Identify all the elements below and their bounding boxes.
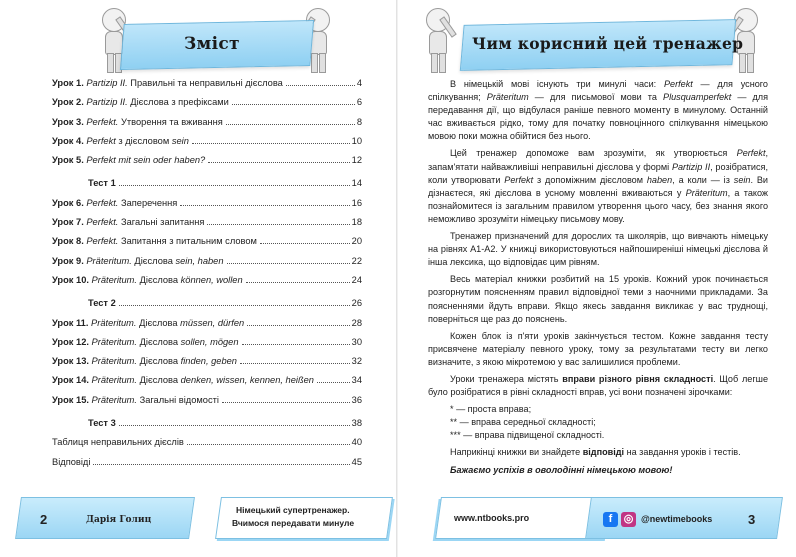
toc-test-row (52, 178, 362, 197)
toc-leader-dots (232, 104, 355, 105)
toc-leader-dots (119, 305, 350, 306)
toc-leader-dots (208, 162, 349, 163)
answers-note: Наприкінці книжки ви знайдете відповіді на завдання уроків і тестів. (450, 447, 741, 458)
toc-entry-title: Урок 2. Partizip II. Дієслова з префіксами (52, 97, 229, 108)
toc-leader-dots (222, 402, 350, 403)
footer-book-line1: Німецький супертренажер. (236, 505, 350, 515)
toc-entry-title: Урок 9. Präteritum. Дієслова sein, haben (52, 255, 224, 266)
toc-row (52, 318, 362, 337)
toc-page-number: 8 (356, 116, 362, 127)
toc-row (52, 275, 362, 294)
right-page (398, 0, 796, 557)
toc-leader-dots (226, 124, 355, 125)
toc-row (52, 375, 362, 394)
toc-leader-dots (93, 464, 349, 465)
toc-leader-dots (286, 85, 355, 86)
toc-page-number: 14 (351, 178, 362, 189)
toc-entry-title: Урок 4. Perfekt з дієсловом sein (52, 135, 189, 146)
level-item: ** — вправа середньої складності; (450, 417, 596, 428)
toc-title: Зміст (184, 34, 240, 54)
toc-leader-dots (180, 205, 349, 206)
table-of-contents (52, 78, 362, 476)
toc-leader-dots (207, 224, 349, 225)
toc-entry-title: Урок 15. Präteritum. Загальні відомості (52, 394, 219, 405)
toc-leader-dots (247, 325, 349, 326)
toc-leader-dots (187, 444, 350, 445)
intro-body (428, 78, 768, 481)
toc-page-number: 40 (351, 437, 362, 448)
toc-page-number: 20 (351, 236, 362, 247)
toc-entry-title: Тест 3 (88, 418, 116, 429)
toc-page-number: 24 (351, 274, 362, 285)
toc-row (52, 256, 362, 275)
toc-entry-title: Урок 11. Präteritum. Дієслова müssen, dürfen (52, 317, 245, 328)
instagram-icon[interactable]: ◎ (621, 512, 636, 527)
toc-page-number: 38 (351, 418, 362, 429)
paragraph: Тренажер призначений для дорослих та школярів, що вивчають німецьку на рівнях А1-А2. У книжці використовуються найпоширеніші німецькі дієслова й інша лексика, що відповідає цим рівням. (428, 231, 768, 268)
toc-page-number: 22 (351, 255, 362, 266)
toc-entry-title: Урок 8. Perfekt. Запитання з питальним словом (52, 236, 257, 247)
facebook-icon[interactable]: f (603, 512, 618, 527)
toc-leader-dots (192, 143, 350, 144)
toc-row (52, 97, 362, 116)
toc-row (52, 457, 362, 476)
toc-test-row (52, 298, 362, 317)
toc-leader-dots (260, 243, 350, 244)
toc-page-number: 16 (351, 197, 362, 208)
toc-leader-dots (242, 344, 350, 345)
paragraph: Весь матеріал книжки розбитий на 15 уроків. Кожний урок починається розгорнутим поясненням правил відповідної теми з наочними прикладами. За поясненнями йдуть вправи. Якщо якесь завдання викликає у вас труднощі, поверніться ще раз до пояснень. (428, 274, 768, 324)
toc-row (52, 78, 362, 97)
toc-page-number: 34 (351, 375, 362, 386)
toc-page-number: 30 (351, 336, 362, 347)
toc-page-number: 32 (351, 356, 362, 367)
figure-left-icon (420, 8, 454, 72)
closing-wish: Бажаємо успіхів в оволодінні німецькою мовою! (450, 464, 673, 475)
page-number-right: 3 (748, 512, 756, 527)
paragraph: Цей тренажер допоможе вам зрозуміти, як утворюється Perfekt, запам'ятати найважливіші неправильні дієслова у формі Partizip II, розібратися, коли утворювати Perfekt з допоміжним дієсловом haben, а коли — із sein. Ви дізнаєтеся, які дієслова в усному мовленні вживаються у Präteritum, а також познайомитеся із загальним правилом утворення цього часу, без знання якого неможливо зрозуміти німецьку письмову мову. (428, 148, 769, 224)
toc-entry-title: Урок 5. Perfekt mit sein oder haben? (52, 155, 206, 166)
footer-book-line2: Вчимося передавати минуле (232, 518, 355, 528)
toc-entry-title: Урок 3. Perfekt. Утворення та вживання (52, 116, 223, 127)
toc-row (52, 198, 362, 217)
toc-page-number: 28 (351, 317, 362, 328)
toc-entry-title: Урок 6. Perfekt. Заперечення (52, 197, 178, 208)
toc-row (52, 395, 362, 414)
paragraph: В німецькій мові існують три минулі часи: Perfekt — для усного спілкування; Präteritum — для письмової мови та Plusquamperfekt — для передавання дії, що відбулася раніше певного моменту в минулому. Останній час вживається рідко, тому для початку повноцінного спілкування німецькою мовою поки можна обійтися без нього. (428, 79, 769, 142)
toc-entry-title: Тест 2 (88, 298, 116, 309)
paragraph: Уроки тренажера містять вправи різного рівня складності. Щоб легше було розібратися в рівні складності вправ, усі вони позначені зірочками: (428, 373, 768, 398)
toc-entry-title: Урок 13. Präteritum. Дієслова finden, geben (52, 356, 237, 367)
level-item: *** — вправа підвищеної складності. (450, 430, 605, 441)
toc-entry-title: Урок 7. Perfekt. Загальні запитання (52, 217, 205, 228)
intro-title: Чим корисний цей тренажер (472, 34, 744, 53)
toc-page-number: 18 (351, 217, 362, 228)
toc-page-number: 12 (351, 155, 362, 166)
toc-entry-title: Тест 1 (88, 178, 116, 189)
footer-author: Дарія Голиц (86, 515, 152, 525)
toc-leader-dots (246, 282, 350, 283)
toc-page-number: 26 (351, 298, 362, 309)
toc-entry-title: Урок 1. Partizip II. Правильні та неправильні дієслова (52, 78, 283, 88)
toc-page-number: 4 (356, 78, 362, 88)
footer-social-handle[interactable]: @newtimebooks (641, 514, 713, 524)
toc-page-number: 10 (351, 135, 362, 146)
toc-leader-dots (240, 363, 350, 364)
toc-entry-title: Урок 12. Präteritum. Дієслова sollen, mögen (52, 336, 239, 347)
toc-row (52, 136, 362, 155)
toc-leader-dots (119, 185, 350, 186)
page-number-left: 2 (40, 512, 48, 527)
toc-row (52, 217, 362, 236)
toc-row (52, 437, 362, 456)
toc-leader-dots (119, 425, 350, 426)
toc-entry-title: Таблиця неправильних дієслів (52, 437, 184, 448)
toc-test-row (52, 418, 362, 437)
toc-row (52, 117, 362, 136)
toc-entry-title: Урок 10. Präteritum. Дієслова können, wollen (52, 274, 243, 285)
toc-page-number: 6 (356, 97, 362, 108)
level-item: * — проста вправа; (450, 404, 532, 415)
toc-page-number: 45 (351, 456, 362, 467)
toc-row (52, 337, 362, 356)
toc-page-number: 36 (351, 394, 362, 405)
toc-row (52, 236, 362, 255)
toc-row (52, 155, 362, 174)
paragraph: Кожен блок із п'яти уроків закінчується тестом. Кожне завдання тесту присвячене матеріалу певного уроку, тому за результатами тесту ви легко визначите, з якою мікротемою у вас залишилися проблеми. (428, 330, 768, 367)
toc-leader-dots (227, 263, 350, 264)
toc-row (52, 356, 362, 375)
footer-website[interactable]: www.ntbooks.pro (454, 513, 530, 523)
toc-entry-title: Урок 14. Präteritum. Дієслова denken, wissen, kennen, heißen (52, 375, 314, 386)
toc-leader-dots (317, 382, 350, 383)
toc-entry-title: Відповіді (52, 456, 91, 467)
